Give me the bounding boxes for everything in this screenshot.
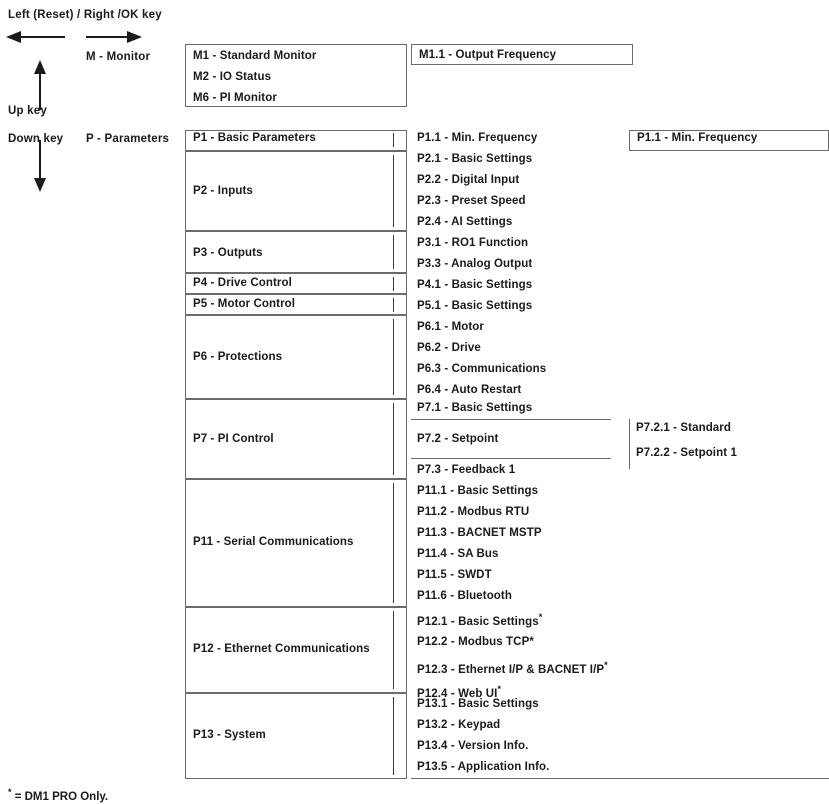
connector-tick-p12 xyxy=(393,611,394,689)
connector-tick-p7 xyxy=(393,403,394,475)
param-item-p12-3-label: P12.3 - Ethernet I/P & BACNET I/P xyxy=(417,663,605,676)
param-item-p12-4-label: P12.4 - Web UI xyxy=(417,687,498,700)
connector-tick-p1 xyxy=(393,133,394,147)
p7-divider-top xyxy=(411,419,611,420)
param-item-p3-3[interactable]: P3.3 - Analog Output xyxy=(417,258,533,270)
param-item-p7-2[interactable]: P7.2 - Setpoint xyxy=(417,433,499,445)
param-item-p2-4[interactable]: P2.4 - AI Settings xyxy=(417,216,513,228)
param-group-label-p12[interactable]: P12 - Ethernet Communications xyxy=(193,643,370,655)
connector-tick-p13 xyxy=(393,697,394,775)
pro-only-star-p12-3: * xyxy=(604,660,608,670)
param-group-label-p11[interactable]: P11 - Serial Communications xyxy=(193,536,354,548)
param-item-p12-1-label: P12.1 - Basic Settings xyxy=(417,615,539,628)
param-item-p12-1[interactable] xyxy=(417,613,542,628)
right-arrow-icon xyxy=(86,28,142,46)
left-arrow-icon xyxy=(6,28,66,46)
param-item-p11-1[interactable]: P11.1 - Basic Settings xyxy=(417,485,539,497)
pro-only-star-p12-1: * xyxy=(538,612,543,622)
param-item-p12-2-label: P12.2 - Modbus TCP xyxy=(417,636,530,648)
footnote xyxy=(8,788,108,803)
p7-divider-bottom xyxy=(411,458,611,459)
param-item-p5-1[interactable]: P5.1 - Basic Settings xyxy=(417,300,533,312)
param-item-p13-2[interactable]: P13.2 - Keypad xyxy=(417,719,501,731)
footnote-star: * xyxy=(8,787,12,797)
param-item-p12-3[interactable] xyxy=(417,661,608,676)
param-group-label-p6[interactable]: P6 - Protections xyxy=(193,351,283,363)
param-group-label-p7[interactable]: P7 - PI Control xyxy=(193,433,274,445)
monitor-level2-item-m1-1[interactable]: M1.1 - Output Frequency xyxy=(419,49,557,61)
param-group-label-p3[interactable]: P3 - Outputs xyxy=(193,247,263,259)
monitor-item-m2[interactable]: M2 - IO Status xyxy=(193,71,272,83)
param-item-p11-5[interactable]: P11.5 - SWDT xyxy=(417,569,492,581)
param-group-label-p5[interactable]: P5 - Motor Control xyxy=(193,298,296,310)
param-item-p6-3[interactable]: P6.3 - Communications xyxy=(417,363,547,375)
root-parameters-label: P - Parameters xyxy=(86,133,170,145)
param-item-p6-2[interactable]: P6.2 - Drive xyxy=(417,342,481,354)
monitor-item-m1[interactable]: M1 - Standard Monitor xyxy=(193,50,317,62)
param-item-p7-3[interactable]: P7.3 - Feedback 1 xyxy=(417,464,516,476)
level3-connector-p7-2-1 xyxy=(629,419,630,444)
diagram-title: Left (Reset) / Right /OK key xyxy=(8,9,162,21)
connector-tick-p2 xyxy=(393,155,394,227)
connector-tick-p5 xyxy=(393,298,394,312)
param-group-label-p4[interactable]: P4 - Drive Control xyxy=(193,277,292,289)
param-item-p13-1[interactable]: P13.1 - Basic Settings xyxy=(417,698,539,710)
param-group-label-p13[interactable]: P13 - System xyxy=(193,729,266,741)
root-monitor-label: M - Monitor xyxy=(86,51,151,63)
level3-item-p7-2-1[interactable]: P7.2.1 - Standard xyxy=(636,422,732,434)
param-group-label-p2[interactable]: P2 - Inputs xyxy=(193,185,253,197)
param-item-p11-4[interactable]: P11.4 - SA Bus xyxy=(417,548,499,560)
param-item-p6-1[interactable]: P6.1 - Motor xyxy=(417,321,485,333)
level1-column-bottom-rule xyxy=(185,778,407,779)
level3-item-p1-1[interactable]: P1.1 - Min. Frequency xyxy=(637,132,758,144)
connector-tick-p4 xyxy=(393,277,394,291)
level3-connector-p7-2-2 xyxy=(629,444,630,469)
param-group-label-p1[interactable]: P1 - Basic Parameters xyxy=(193,132,316,144)
param-item-p12-2[interactable] xyxy=(417,637,534,649)
param-item-p13-4[interactable]: P13.4 - Version Info. xyxy=(417,740,529,752)
up-key-label: Up key xyxy=(8,105,47,117)
down-arrow-icon xyxy=(30,140,50,192)
up-arrow-icon xyxy=(30,60,50,110)
param-item-p11-6[interactable]: P11.6 - Bluetooth xyxy=(417,590,512,602)
level3-item-p7-2-2[interactable]: P7.2.2 - Setpoint 1 xyxy=(636,447,737,459)
connector-tick-p3 xyxy=(393,235,394,269)
param-item-p6-4[interactable]: P6.4 - Auto Restart xyxy=(417,384,522,396)
param-item-p4-1[interactable]: P4.1 - Basic Settings xyxy=(417,279,533,291)
connector-tick-p6 xyxy=(393,319,394,395)
param-item-p7-1[interactable]: P7.1 - Basic Settings xyxy=(417,402,533,414)
down-key-label: Down key xyxy=(8,133,64,145)
param-item-p11-2[interactable]: P11.2 - Modbus RTU xyxy=(417,506,530,518)
param-item-p2-2[interactable]: P2.2 - Digital Input xyxy=(417,174,520,186)
param-item-p13-5[interactable]: P13.5 - Application Info. xyxy=(417,761,550,773)
connector-tick-p11 xyxy=(393,483,394,603)
param-item-p3-1[interactable]: P3.1 - RO1 Function xyxy=(417,237,529,249)
param-item-p2-1[interactable]: P2.1 - Basic Settings xyxy=(417,153,533,165)
monitor-item-m6[interactable]: M6 - PI Monitor xyxy=(193,92,277,104)
footnote-text: = DM1 PRO Only. xyxy=(14,790,109,803)
param-item-p2-3[interactable]: P2.3 - Preset Speed xyxy=(417,195,526,207)
param-item-p1-1[interactable]: P1.1 - Min. Frequency xyxy=(417,132,538,144)
param-item-p11-3[interactable]: P11.3 - BACNET MSTP xyxy=(417,527,542,539)
pro-only-star-p12-4: * xyxy=(497,684,502,694)
level2-column-bottom-rule xyxy=(411,778,829,779)
pro-only-star-p12-2: * xyxy=(529,636,534,648)
